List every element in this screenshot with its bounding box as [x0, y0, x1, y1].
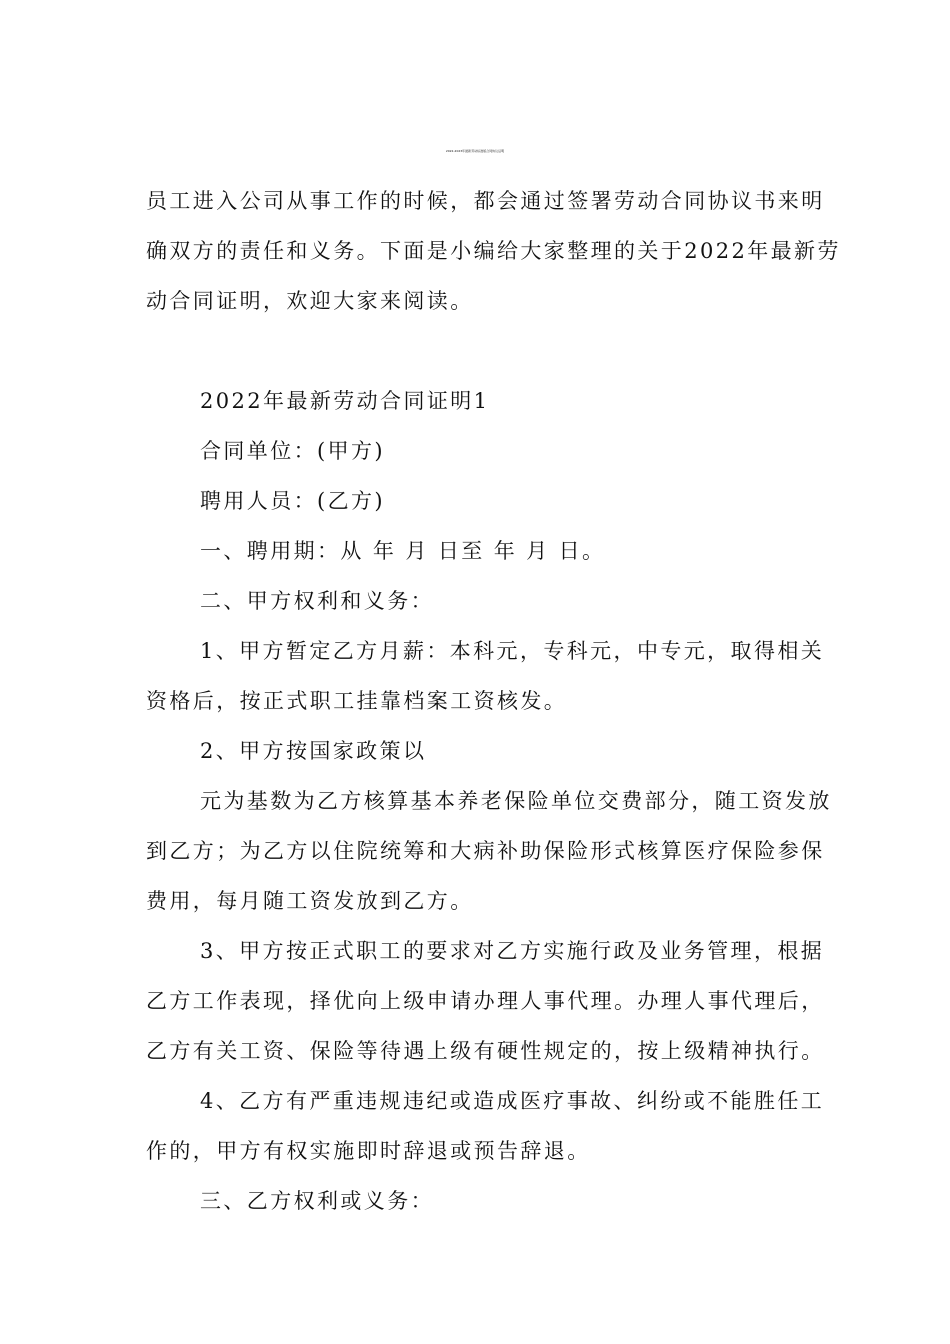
- intro-line-2: 确双方的责任和义务。下面是小编给大家整理的关于2022年最新劳: [146, 239, 841, 263]
- document-title: 2022-2023年最新劳动标准版合同协议证明: [445, 149, 505, 153]
- clause-2-3-line-2: 乙方工作表现，择优向上级申请办理人事代理。办理人事代理后，: [146, 989, 825, 1013]
- clause-1-term: 一、聘用期：从 年 月 日至 年 月 日。: [200, 539, 606, 563]
- clause-2-heading: 二、甲方权利和义务：: [200, 589, 434, 613]
- party-a-line: 合同单位：(甲方): [200, 439, 385, 463]
- clause-2-4-line-1: 4、乙方有严重违规违纪或造成医疗事故、纠纷或不能胜任工: [200, 1089, 825, 1113]
- party-b-line: 聘用人员：(乙方): [200, 489, 385, 513]
- intro-line-1: 员工进入公司从事工作的时候，都会通过签署劳动合同协议书来明: [146, 189, 825, 213]
- clause-2-1-line-2: 资格后，按正式职工挂靠档案工资核发。: [146, 689, 568, 713]
- clause-2-2-line-2: 元为基数为乙方核算基本养老保险单位交费部分，随工资发放: [200, 789, 832, 813]
- clause-2-3-line-1: 3、甲方按正式职工的要求对乙方实施行政及业务管理，根据: [200, 939, 825, 963]
- clause-2-3-line-3: 乙方有关工资、保险等待遇上级有硬性规定的，按上级精神执行。: [146, 1039, 825, 1063]
- clause-2-2-line-4: 费用，每月随工资发放到乙方。: [146, 889, 474, 913]
- clause-2-1-line-1: 1、甲方暂定乙方月薪：本科元，专科元，中专元，取得相关: [200, 639, 825, 663]
- intro-line-3: 动合同证明，欢迎大家来阅读。: [146, 289, 474, 313]
- clause-2-2-line-3: 到乙方；为乙方以住院统筹和大病补助保险形式核算医疗保险参保: [146, 839, 825, 863]
- section-heading: 2022年最新劳动合同证明1: [200, 389, 490, 413]
- clause-3-heading: 三、乙方权利或义务：: [200, 1189, 434, 1213]
- clause-2-2-line-1: 2、甲方按国家政策以: [200, 739, 427, 763]
- clause-2-4-line-2: 作的，甲方有权实施即时辞退或预告辞退。: [146, 1139, 591, 1163]
